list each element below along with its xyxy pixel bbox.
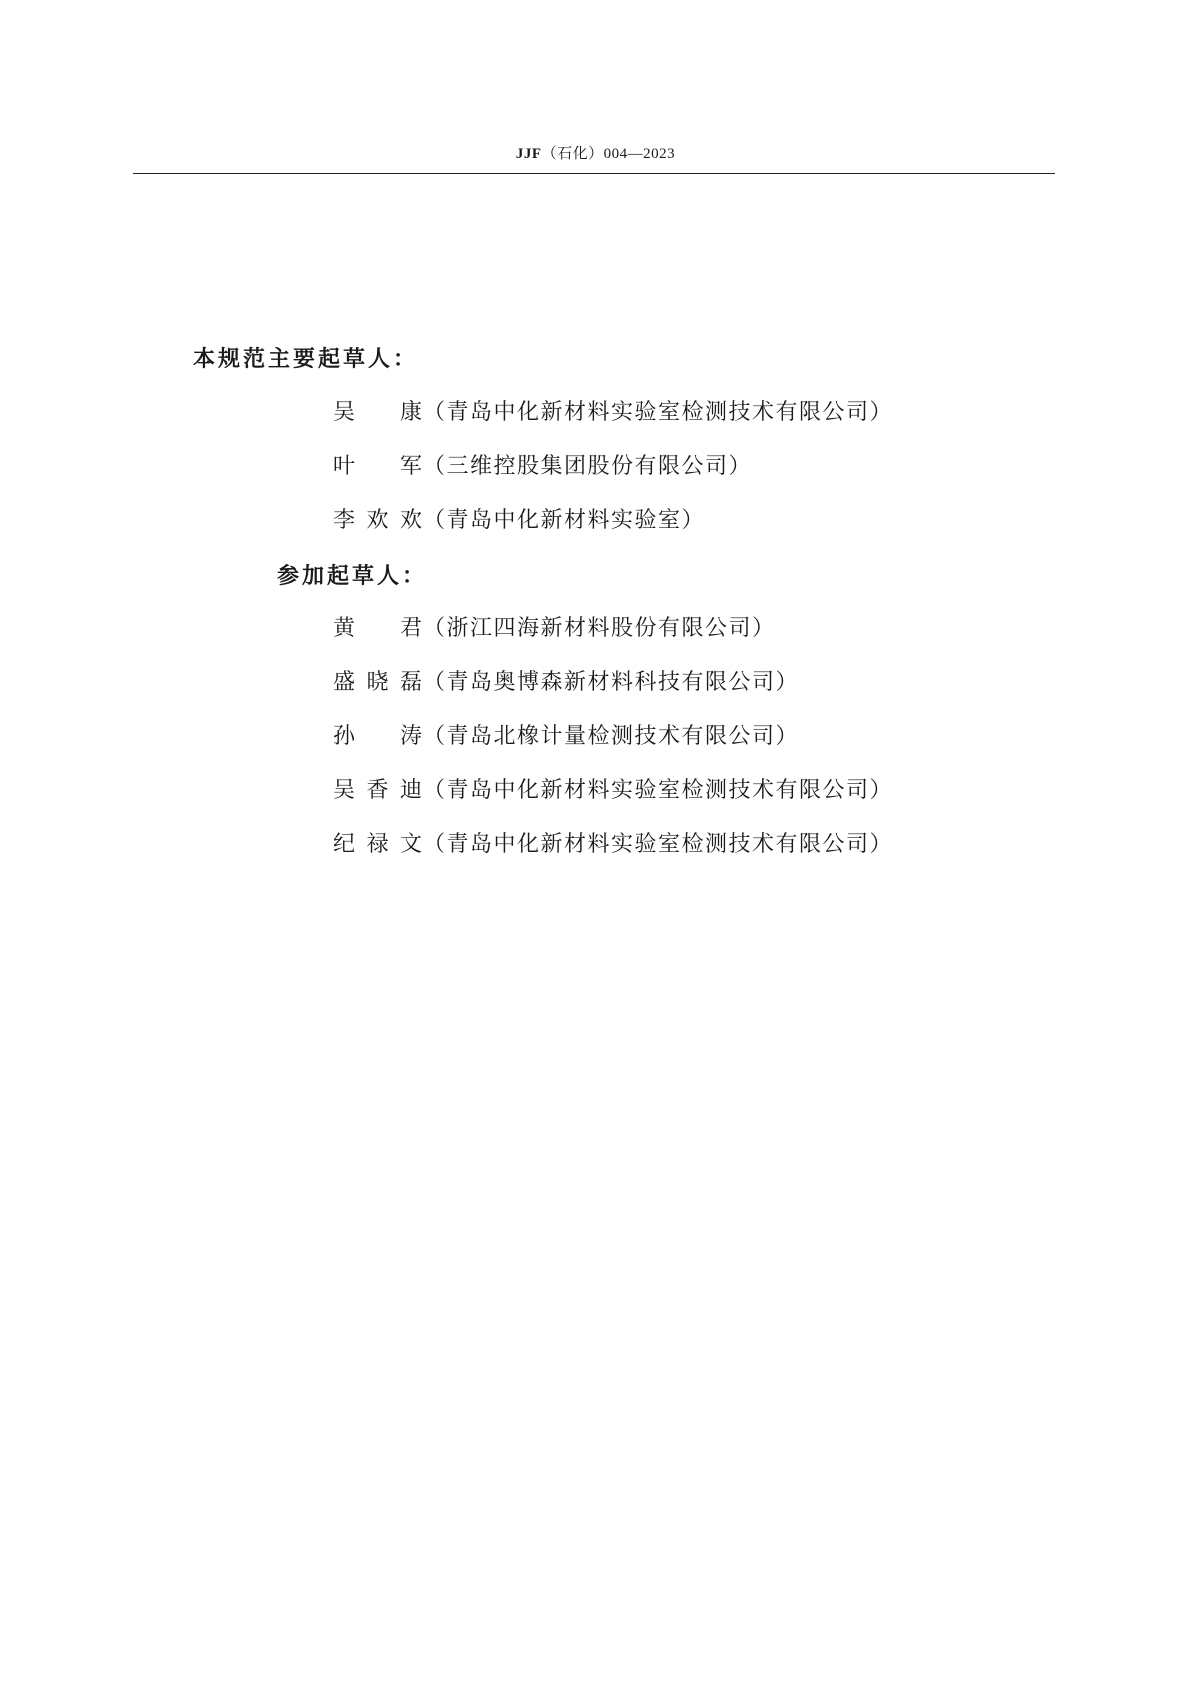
standard-category: （石化） [541,146,604,162]
drafter-entry [333,830,893,860]
drafter-name: 盛晓磊 [333,670,423,695]
drafter-organization: （浙江四海新材料股份有限公司） [423,616,776,641]
drafter-organization: （青岛中化新材料实验室） [423,508,706,533]
drafter-name: 李欢欢 [333,508,423,533]
main-drafters-heading: 本规范主要起草人： [193,347,419,372]
drafter-organization: （青岛中化新材料实验室检测技术有限公司） [423,400,894,425]
drafter-name: 叶 军 [333,454,423,479]
page-header [0,142,1191,163]
header-divider [133,173,1055,174]
drafter-entry [333,614,776,644]
drafter-name: 黄 君 [333,616,423,641]
drafter-organization: （青岛中化新材料实验室检测技术有限公司） [423,832,894,857]
drafter-organization: （三维控股集团股份有限公司） [423,454,753,479]
drafter-name: 纪禄文 [333,832,423,857]
drafter-organization: （青岛中化新材料实验室检测技术有限公司） [423,778,894,803]
drafter-name: 吴 康 [333,400,423,425]
drafter-organization: （青岛北橡计量检测技术有限公司） [423,724,800,749]
drafter-entry [333,722,799,752]
drafter-organization: （青岛奥博森新材料科技有限公司） [423,670,800,695]
standard-number: 004—2023 [603,146,676,162]
drafter-entry [333,776,893,806]
drafter-name: 孙 涛 [333,724,423,749]
drafter-entry [333,452,752,482]
drafter-entry [333,668,799,698]
standard-code: JJF [515,146,542,162]
drafter-entry [333,506,705,536]
participating-drafters-heading: 参加起草人： [277,564,428,589]
drafter-entry [333,398,893,428]
drafter-name: 吴香迪 [333,778,423,803]
